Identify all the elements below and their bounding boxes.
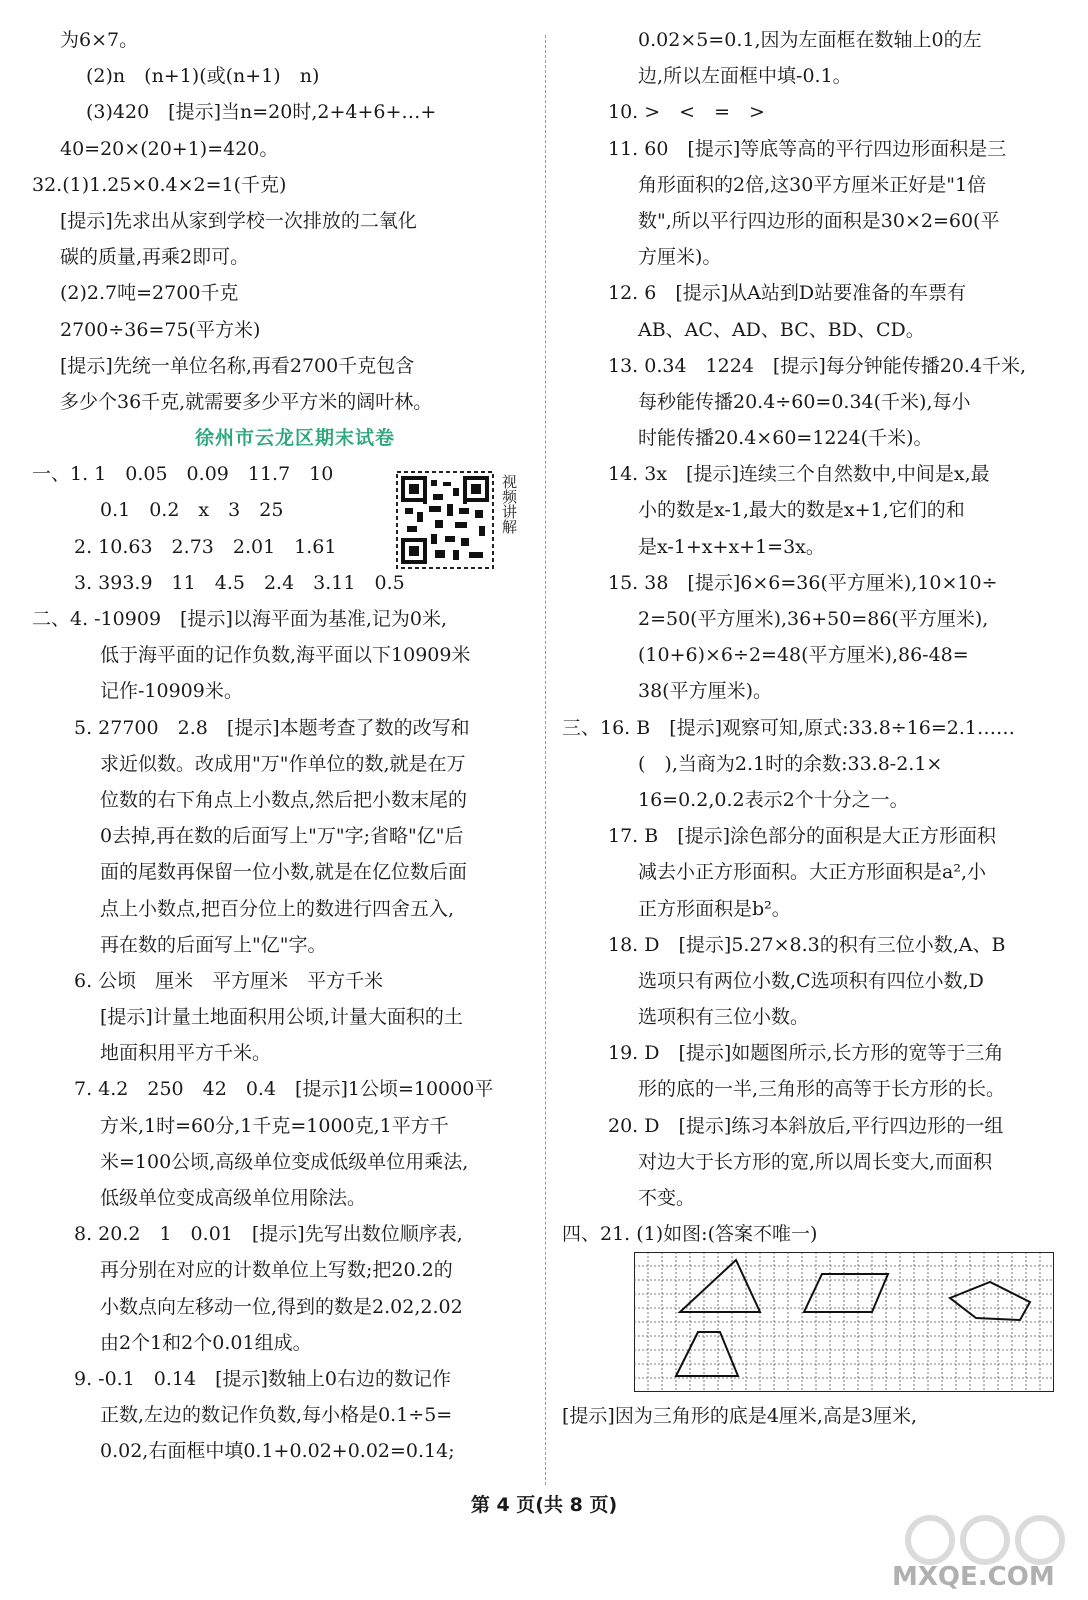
text-line: 3. 393.9 11 4.5 2.4 3.11 0.5 — [74, 571, 405, 594]
text-line: 减去小正方形面积。大正方形面积是a²,小 — [638, 861, 986, 884]
text-line: 8. 20.2 1 0.01 [提示]先写出数位顺序表, — [74, 1223, 463, 1246]
text-line: 0.02,右面框中填0.1+0.02+0.02=0.14; — [100, 1440, 455, 1463]
left-column — [32, 22, 530, 1470]
text-line: 19. D [提示]如题图所示,长方形的宽等于三角 — [608, 1042, 1004, 1065]
text-line: 米=100公顷,高级单位变成低级单位用乘法, — [100, 1150, 469, 1173]
triangle-shape — [680, 1260, 760, 1312]
text-line: [提示]先求出从家到学校一次排放的二氧化 — [60, 209, 417, 232]
text-line: 38(平方厘米)。 — [638, 680, 773, 703]
text-line: 18. D [提示]5.27×8.3的积有三位小数,A、B — [608, 933, 1006, 956]
text-line: 10. > < = > — [608, 101, 765, 124]
text-line: 6. 公顷 厘米 平方厘米 平方千米 — [74, 969, 384, 992]
text-line: 2. 10.63 2.73 2.01 1.61 — [74, 535, 337, 558]
text-line: 5. 27700 2.8 [提示]本题考查了数的改写和 — [74, 716, 470, 739]
text-line: 11. 60 [提示]等底等高的平行四边形面积是三 — [608, 137, 1007, 160]
text-line: 地面积用平方千米。 — [100, 1042, 272, 1065]
text-line: 数",所以平行四边形的面积是30×2=60(平 — [638, 209, 1000, 232]
text-line: 正数,左边的数记作负数,每小格是0.1÷5= — [100, 1404, 453, 1427]
question-32: 32.(1)1.25×0.4×2=1(千克) — [32, 173, 287, 196]
pentagon-shape — [950, 1282, 1030, 1320]
text-line: 正方形面积是b²。 — [638, 897, 791, 920]
text-line: [提示]先统一单位名称,再看2700千克包含 — [60, 354, 415, 377]
text-line: 碳的质量,再乘2即可。 — [60, 246, 250, 269]
text-line: 7. 4.2 250 42 0.4 [提示]1公顷=10000平 — [74, 1078, 494, 1101]
answer-figure — [562, 1252, 1054, 1398]
watermark-text: MXQE.COM — [892, 1562, 1055, 1592]
section-one: 一、1. 1 0.05 0.09 11.7 10 — [32, 463, 334, 486]
text-line: (10+6)×6÷2=48(平方厘米),86-48= — [638, 644, 969, 667]
text-line: 角形面积的2倍,这30平方厘米正好是"1倍 — [638, 173, 987, 196]
text-line: 2=50(平方厘米),36+50=86(平方厘米), — [638, 608, 989, 630]
text-line: 为6×7。 — [60, 29, 139, 51]
text-line: AB、AC、AD、BC、BD、CD。 — [638, 318, 925, 341]
text-line: [提示]因为三角形的底是4厘米,高是3厘米, — [562, 1405, 918, 1428]
text-line: 记作-10909米。 — [100, 680, 243, 703]
text-line: 每秒能传播20.4÷60=0.34(千米),每小 — [638, 390, 971, 413]
text-line: 小的数是x-1,最大的数是x+1,它们的和 — [638, 499, 965, 522]
text-line: 0.1 0.2 x 3 25 — [100, 499, 284, 522]
text-line: 位数的右下角点上小数点,然后把小数末尾的 — [100, 788, 468, 811]
text-line: 40=20×(20+1)=420。 — [60, 137, 279, 160]
text-line: 低级单位变成高级单位用除法。 — [100, 1187, 367, 1209]
text-line: 16=0.2,0.2表示2个十分之一。 — [638, 788, 909, 811]
text-line: 求近似数。改成用"万"作单位的数,就是在万 — [100, 752, 466, 775]
section-four: 四、21. (1)如图:(答案不唯一) — [562, 1223, 818, 1246]
text-line: 9. -0.1 0.14 [提示]数轴上0右边的数记作 — [74, 1367, 452, 1390]
text-line: 方米,1时=60分,1千克=1000克,1平方千 — [100, 1114, 449, 1137]
text-line: 对边大于长方形的宽,所以周长变大,而面积 — [638, 1150, 993, 1173]
text-line: 面的尾数再保留一位小数,就是在亿位数后面 — [100, 861, 468, 884]
text-line: 20. D [提示]练习本斜放后,平行四边形的一组 — [608, 1114, 1004, 1137]
text-line: 低于海平面的记作负数,海平面以下10909米 — [100, 644, 471, 667]
text-line: 17. B [提示]涂色部分的面积是大正方形面积 — [608, 825, 997, 848]
grid-figure — [634, 1252, 1054, 1392]
text-line: 不变。 — [638, 1187, 696, 1209]
column-divider — [545, 35, 546, 1485]
qr-caption: 视频讲解 — [500, 474, 518, 534]
text-line: (2)n (n+1)(或(n+1) n) — [86, 65, 320, 88]
text-line: 0去掉,再在数的后面写上"万"字;省略"亿"后 — [100, 825, 464, 848]
text-line: 小数点向左移动一位,得到的数是2.02,2.02 — [100, 1295, 463, 1318]
section-two: 二、4. -10909 [提示]以海平面为基准,记为0米, — [32, 608, 448, 630]
text-line: 形的底的一半,三角形的高等于长方形的长。 — [638, 1078, 1006, 1101]
text-line: 12. 6 [提示]从A站到D站要准备的车票有 — [608, 282, 967, 305]
text-line: 再在数的后面写上"亿"字。 — [100, 933, 327, 956]
text-line: 选项只有两位小数,C选项积有四位小数,D — [638, 969, 984, 992]
trapezoid-shape — [676, 1332, 738, 1376]
text-line: ( ),当商为2.1时的余数:33.8-2.1× — [638, 752, 943, 775]
text-line: 多少个36千克,就需要多少平方米的阔叶林。 — [60, 390, 433, 413]
section-title: 徐州市云龙区期末试卷 — [194, 427, 395, 450]
text-line: 再分别在对应的计数单位上写数;把20.2的 — [100, 1259, 453, 1282]
text-line: 时能传播20.4×60=1224(千米)。 — [638, 427, 933, 450]
qr-code[interactable] — [395, 470, 523, 570]
text-line: 2700÷36=75(平方米) — [60, 318, 261, 341]
text-line: 0.02×5=0.1,因为左面框在数轴上0的左 — [638, 29, 982, 51]
text-line: 14. 3x [提示]连续三个自然数中,中间是x,最 — [608, 463, 990, 486]
text-line: 方厘米)。 — [638, 246, 722, 269]
text-line: 由2个1和2个0.01组成。 — [100, 1331, 312, 1354]
text-line: 点上小数点,把百分位上的数进行四舍五入, — [100, 897, 455, 920]
text-line: 13. 0.34 1224 [提示]每分钟能传播20.4千米, — [608, 354, 1027, 377]
page-number: 第 4 页(共 8 页) — [470, 1494, 618, 1516]
right-column — [562, 22, 1054, 1435]
text-line: 边,所以左面框中填-0.1。 — [638, 65, 852, 88]
text-line: (2)2.7吨=2700千克 — [60, 282, 239, 305]
text-line: 是x-1+x+x+1=3x。 — [638, 535, 825, 558]
section-three: 三、16. B [提示]观察可知,原式:33.8÷16=2.1…… — [562, 716, 1016, 739]
text-line: (3)420 [提示]当n=20时,2+4+6+…+ — [86, 101, 437, 124]
text-line: 15. 38 [提示]6×6=36(平方厘米),10×10÷ — [608, 571, 998, 594]
text-line: 选项积有三位小数。 — [638, 1006, 810, 1029]
text-line: [提示]计量土地面积用公顷,计量大面积的土 — [100, 1006, 463, 1029]
